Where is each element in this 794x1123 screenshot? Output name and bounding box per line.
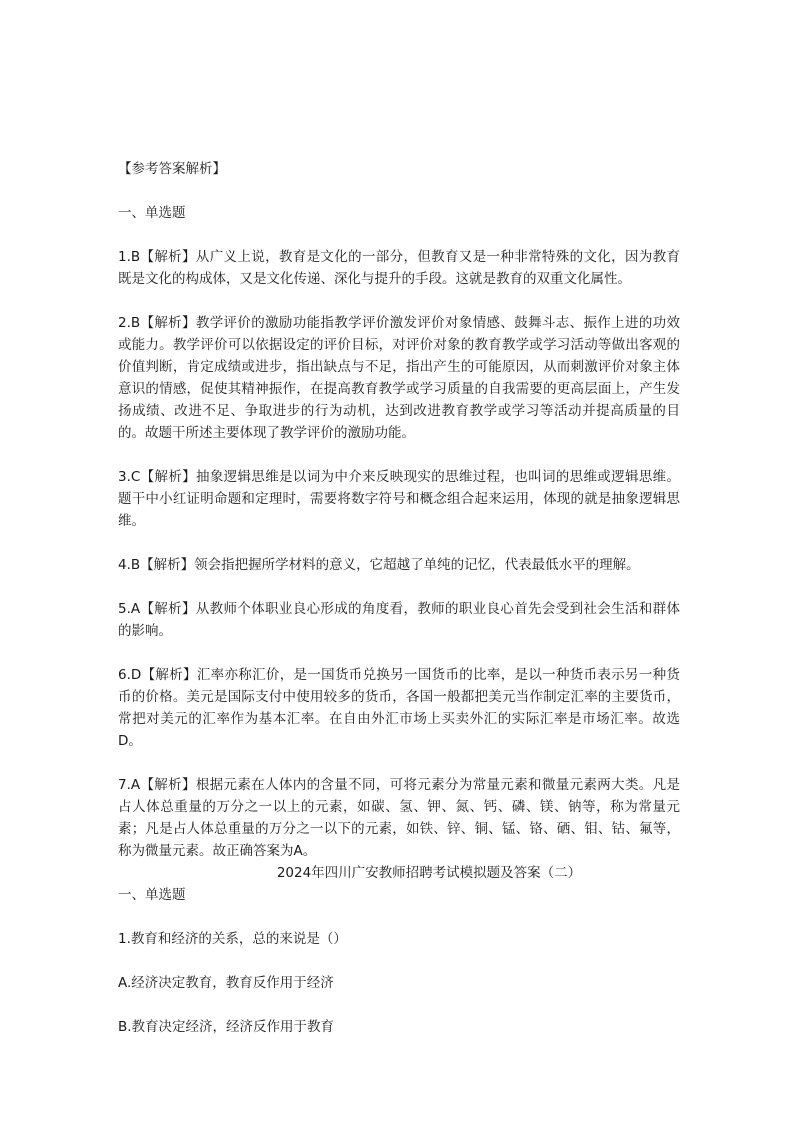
- answer-item-4: 4.B【解析】领会指把握所学材料的意义，它超越了单纯的记忆，代表最低水平的理解。: [118, 557, 640, 573]
- paper-title: 2024年四川广安教师招聘考试模拟题及答案（二）: [276, 865, 582, 881]
- question-1-option-a: A.经济决定教育，教育反作用于经济: [118, 975, 334, 991]
- question-1: 1.教育和经济的关系，总的来说是（）: [118, 931, 347, 947]
- answer-item-5: 5.A【解析】从教师个体职业良心形成的角度看，教师的职业良心首先会受到社会生活和群体的影响。: [118, 601, 680, 639]
- question-1-option-b: B.教育决定经济，经济反作用于教育: [118, 1019, 335, 1035]
- answer-section-title: 一、单选题: [118, 205, 186, 221]
- answer-item-7: 7.A【解析】根据元素在人体内的含量不同，可将元素分为常量元素和微量元素两大类。凡是占人体总重量的万分之一以上的元素，如碳、氢、钾、氮、钙、磷、镁、钠等，称为常量元素；凡是占人体总重量的万分之一以下的元素，如铁、锌、铜、锰、铬、硒、钼、钴、氟等，称为微量元素。故正确答案为A。: [118, 777, 680, 859]
- answer-item-3: 3.C【解析】抽象逻辑思维是以词为中介来反映现实的思维过程，也叫词的思维或逻辑思维。题干中小红证明命题和定理时，需要将数字符号和概念组合起来运用，体现的就是抽象逻辑思维。: [118, 469, 680, 529]
- paper-section-title: 一、单选题: [118, 887, 186, 903]
- answer-item-2: 2.B【解析】教学评价的激励功能指教学评价激发评价对象情感、鼓舞斗志、振作上进的功效或能力。教学评价可以依据设定的评价目标，对评价对象的教育教学或学习活动等做出客观的价值判断，肯定成绩或进步，指出缺点与不足，指出产生的可能原因，从而刺激评价对象主体意识的情感，促使其精神振作，在提高教育教学或学习质量的自我需要的更高层面上，产生发扬成绩、改进不足、争取进步的行为动机，达到改进教育教学或学习等活动并提高质量的目的。故题干所述主要体现了教学评价的激励功能。: [118, 315, 680, 441]
- document-content: [118, 158, 680, 1060]
- answer-key-heading: 【参考答案解析】: [118, 161, 226, 177]
- answer-item-6: 6.D【解析】汇率亦称汇价，是一国货币兑换另一国货币的比率，是以一种货币表示另一种货币的价格。美元是国际支付中使用较多的货币，各国一般都把美元当作制定汇率的主要货币，常把对美元的汇率作为基本汇率。在自由外汇市场上买卖外汇的实际汇率是市场汇率。故选D。: [118, 667, 680, 749]
- answer-item-1: 1.B【解析】从广义上说，教育是文化的一部分，但教育又是一种非常特殊的文化，因为教育既是文化的构成体，又是文化传递、深化与提升的手段。这就是教育的双重文化属性。: [118, 249, 680, 287]
